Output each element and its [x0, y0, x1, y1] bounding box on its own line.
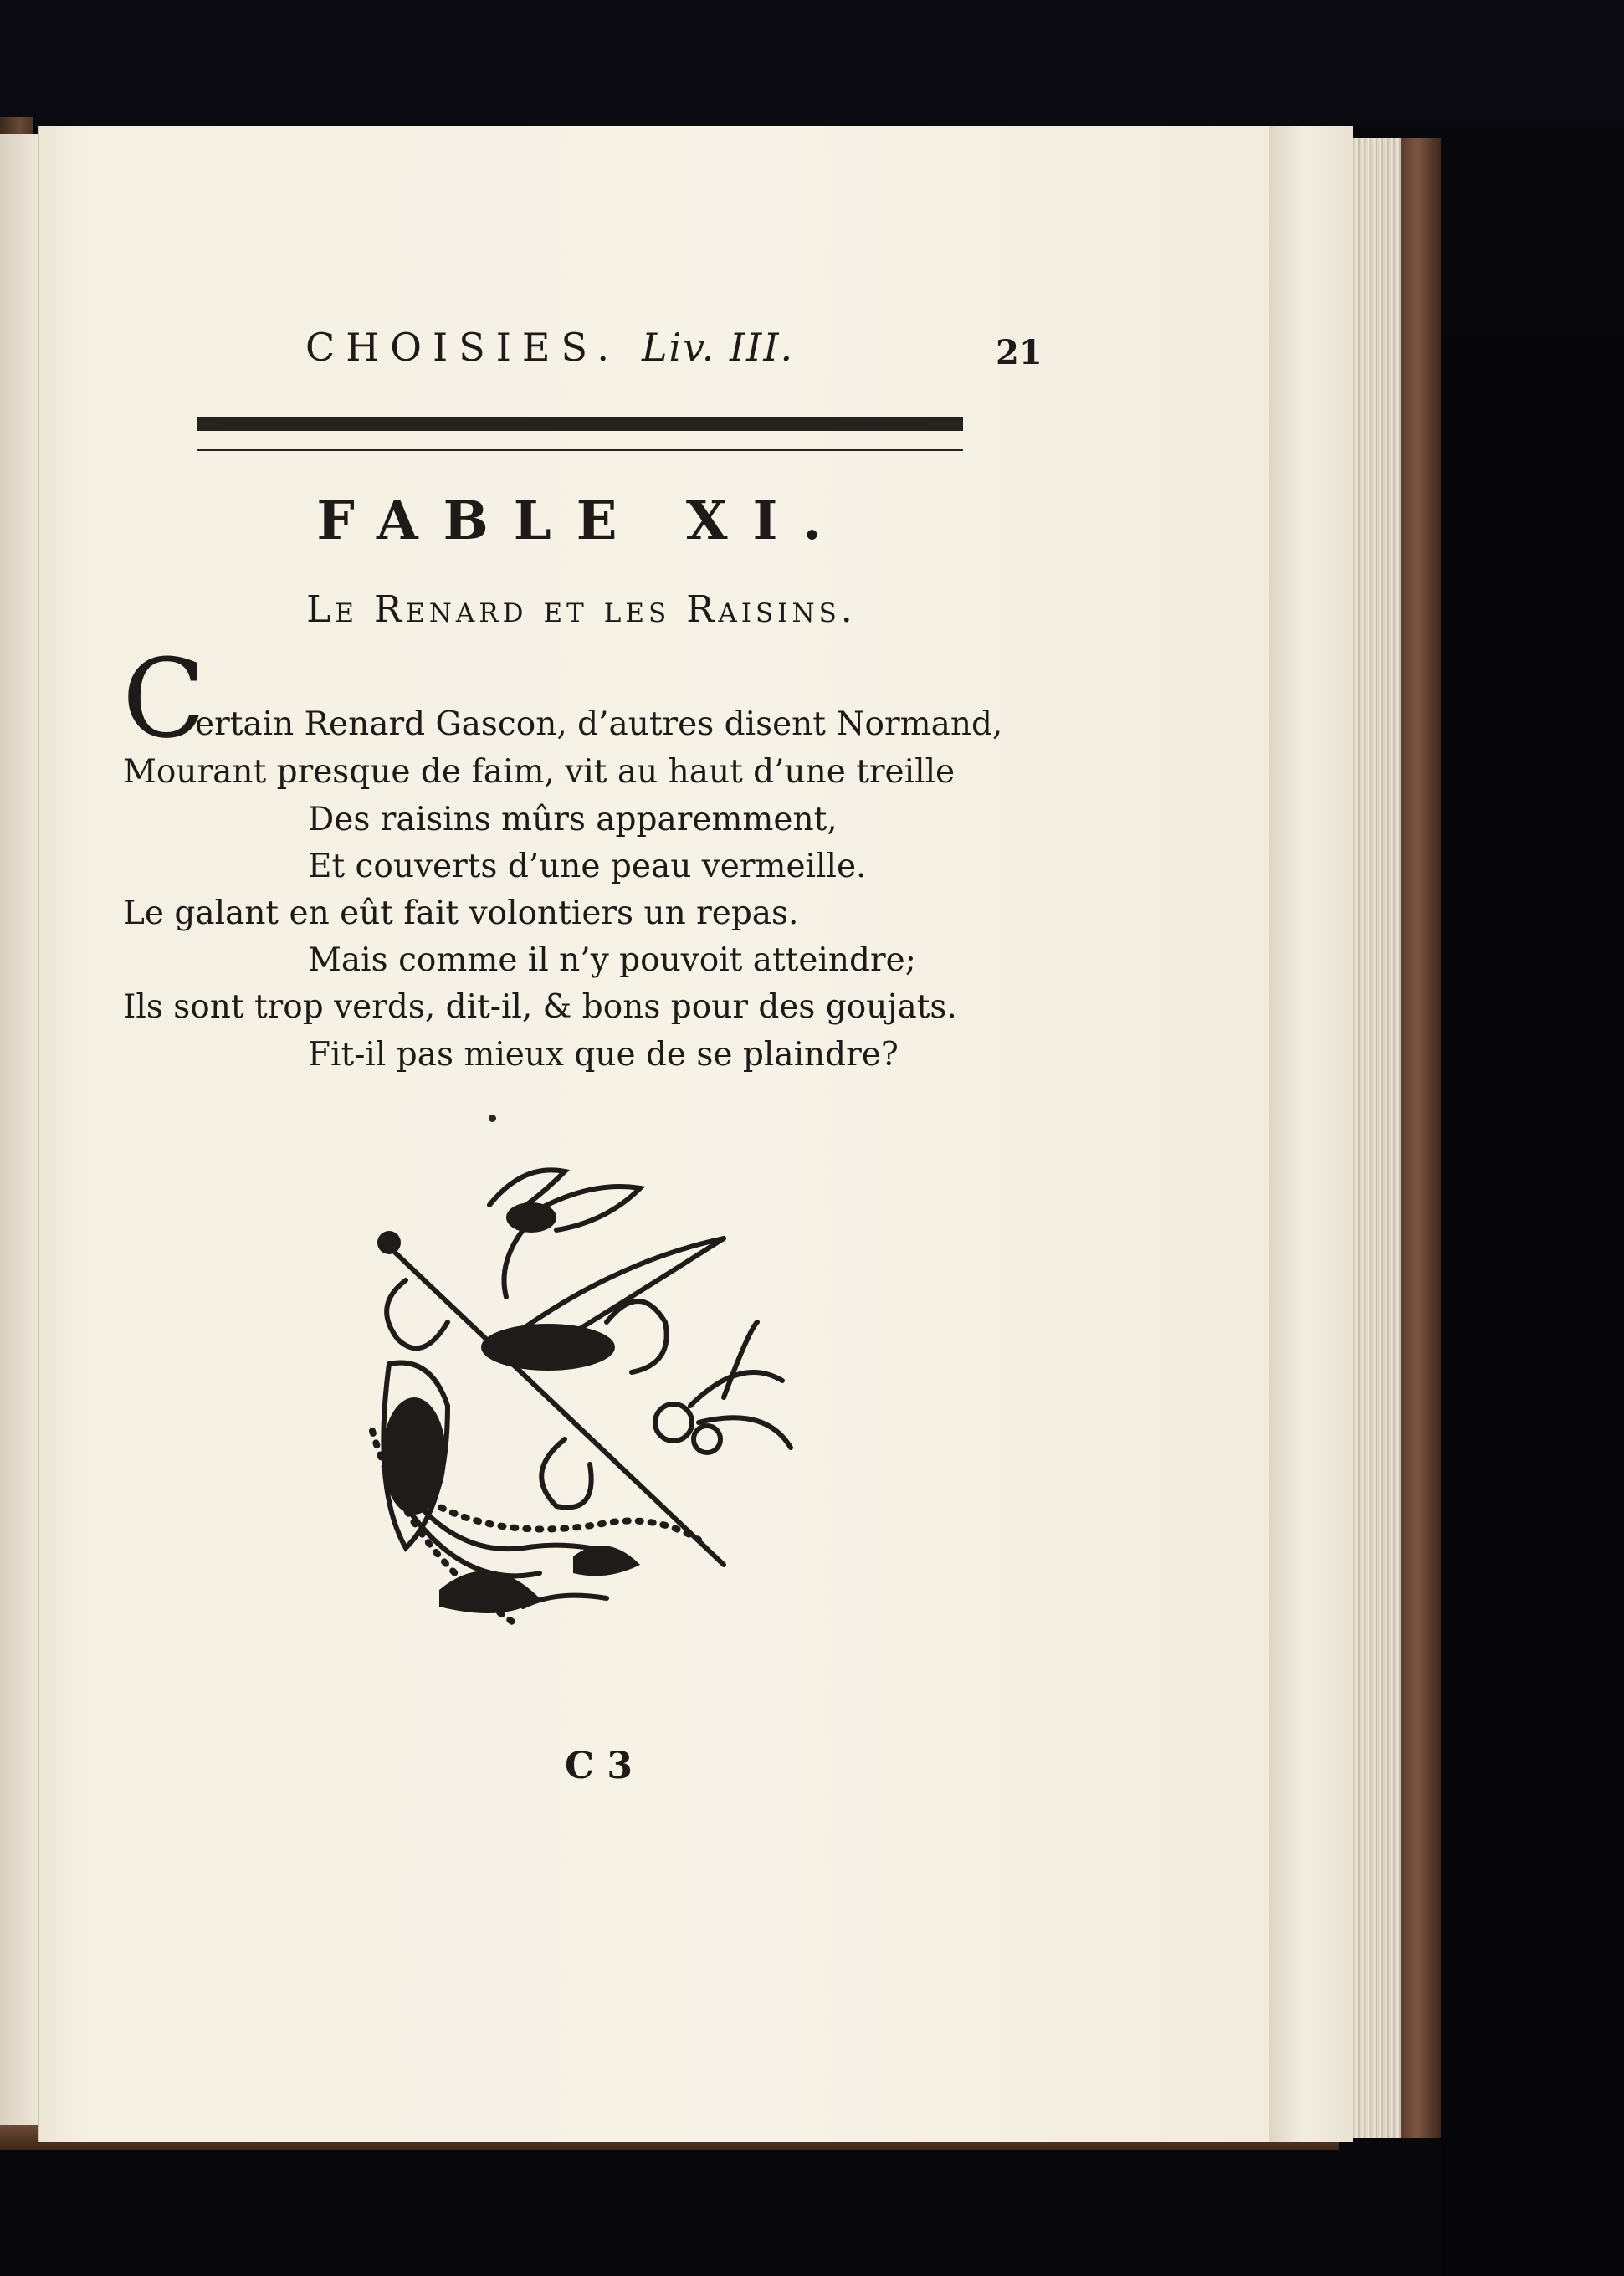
poem-line-3: Des raisins mûrs apparemment,	[308, 801, 838, 838]
next-page-edge	[1268, 126, 1353, 2142]
poem-line-7: Ils sont trop verds, dit-il, & bons pour des goujats.	[123, 988, 957, 1026]
background-right	[1441, 335, 1624, 2276]
book-cover-right	[1401, 138, 1441, 2138]
floral-trophy-vignette-icon	[356, 1155, 807, 1640]
drop-cap: C	[122, 635, 206, 762]
poem-line-1: ertain Renard Gascon, d’autres disent Normand,	[195, 705, 1003, 743]
header-rule-thin	[197, 449, 963, 451]
background-top	[0, 0, 1624, 126]
running-head-title: CHOISIES.	[305, 325, 620, 370]
poem-line-4: Et couverts d’une peau vermeille.	[308, 848, 867, 885]
poem-line-2: Mourant presque de faim, vit au haut d’une treille	[123, 753, 955, 791]
page-stack-edges	[1349, 138, 1401, 2138]
poem-line-6: Mais comme il n’y pouvoit atteindre;	[308, 941, 916, 979]
running-head-section: Liv. III.	[641, 325, 795, 370]
fable-subtitle: Le Renard et les Raisins.	[306, 588, 857, 631]
fable-title: FABLE XI.	[316, 490, 847, 552]
signature-mark: C 3	[565, 1745, 633, 1787]
poem-line-8: Fit-il pas mieux que de se plaindre?	[308, 1036, 899, 1074]
page-number: 21	[996, 333, 1043, 372]
ornament-dot	[489, 1115, 496, 1122]
running-head	[305, 325, 794, 370]
header-rule-thick	[197, 417, 963, 431]
poem-line-5: Le galant en eût fait volontiers un repas.	[123, 895, 799, 932]
